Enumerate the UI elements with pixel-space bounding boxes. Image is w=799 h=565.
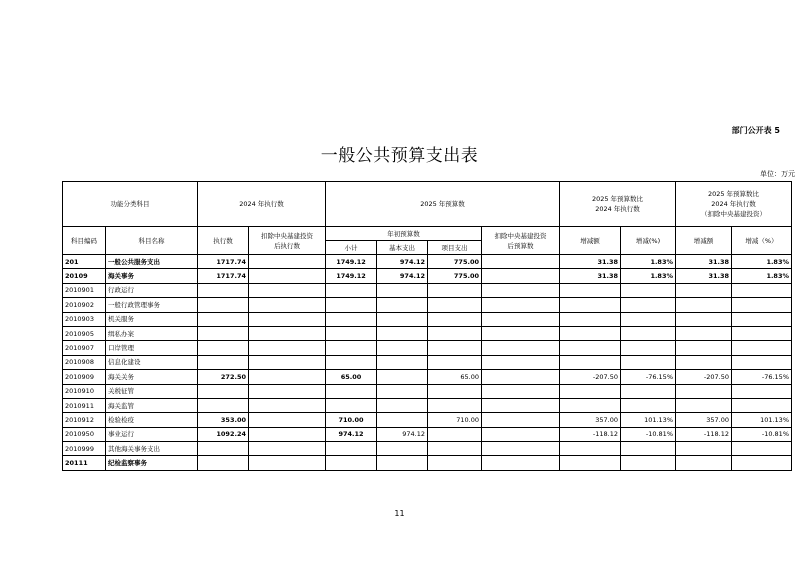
cell-exec-excl [249, 456, 326, 470]
cell-basic [377, 370, 428, 384]
cell-budget-excl [482, 298, 560, 312]
cell-exec-excl [249, 355, 326, 369]
cell-code: 2010909 [63, 370, 106, 384]
header-row-1 [63, 182, 792, 227]
cell-inc-amt-b [676, 312, 732, 326]
cell-subtotal [326, 384, 377, 398]
compare-b-line2: 2024 年执行数 [711, 200, 756, 208]
cell-inc-amt-b: 31.38 [676, 269, 732, 283]
cell-inc-pct-a [621, 456, 676, 470]
cell-inc-amt-a [560, 398, 621, 412]
cell-inc-amt-a [560, 283, 621, 297]
cell-inc-amt-a [560, 384, 621, 398]
cell-code: 2010999 [63, 442, 106, 456]
cell-budget-excl [482, 398, 560, 412]
cell-exec-excl [249, 427, 326, 441]
cell-subtotal: 974.12 [326, 427, 377, 441]
cell-inc-pct-b [732, 326, 792, 340]
cell-basic: 974.12 [377, 427, 428, 441]
col-subtotal: 小计 [326, 241, 377, 255]
table-row [63, 283, 792, 297]
cell-inc-amt-b [676, 283, 732, 297]
compare-a-line1: 2025 年预算数比 [591, 195, 644, 203]
cell-name: 信息化建设 [106, 355, 198, 369]
cell-inc-amt-a [560, 442, 621, 456]
table-row [63, 456, 792, 470]
cell-name: 缉私办案 [106, 326, 198, 340]
cell-inc-pct-b [732, 355, 792, 369]
cell-exec-excl [249, 370, 326, 384]
cell-inc-amt-a [560, 326, 621, 340]
cell-code: 2010903 [63, 312, 106, 326]
cell-inc-amt-a: -118.12 [560, 427, 621, 441]
cell-inc-pct-b [732, 442, 792, 456]
cell-budget-excl [482, 456, 560, 470]
col-compare-a [560, 182, 676, 227]
cell-inc-amt-a [560, 355, 621, 369]
cell-subtotal [326, 283, 377, 297]
cell-inc-pct-b [732, 456, 792, 470]
cell-inc-pct-a: 101.13% [621, 413, 676, 427]
col-exec-2024: 2024 年执行数 [198, 182, 326, 227]
cell-subtotal: 1749.12 [326, 255, 377, 269]
budget-table [62, 181, 792, 471]
table-row [63, 427, 792, 441]
cell-exec-excl [249, 384, 326, 398]
cell-code: 2010908 [63, 355, 106, 369]
cell-budget-excl [482, 355, 560, 369]
table-row [63, 341, 792, 355]
col-compare-b [676, 182, 792, 227]
cell-exec: 1092.24 [198, 427, 249, 441]
cell-name: 海关监管 [106, 398, 198, 412]
cell-basic [377, 398, 428, 412]
cell-project [428, 398, 482, 412]
cell-budget-excl [482, 326, 560, 340]
cell-exec [198, 384, 249, 398]
cell-exec-excl [249, 398, 326, 412]
cell-basic [377, 384, 428, 398]
cell-project: 65.00 [428, 370, 482, 384]
cell-inc-pct-b [732, 341, 792, 355]
cell-inc-amt-b [676, 355, 732, 369]
cell-exec: 1717.74 [198, 255, 249, 269]
cell-inc-amt-a [560, 341, 621, 355]
cell-code: 2010910 [63, 384, 106, 398]
cell-exec: 353.00 [198, 413, 249, 427]
cell-inc-amt-a [560, 298, 621, 312]
compare-b-line1: 2025 年预算数比 [707, 190, 760, 198]
cell-inc-amt-a: -207.50 [560, 370, 621, 384]
cell-name: 行政运行 [106, 283, 198, 297]
cell-name: 检验检疫 [106, 413, 198, 427]
cell-exec [198, 341, 249, 355]
cell-basic [377, 298, 428, 312]
cell-subtotal [326, 298, 377, 312]
cell-project [428, 456, 482, 470]
cell-project [428, 442, 482, 456]
cell-code: 20111 [63, 456, 106, 470]
table-row [63, 298, 792, 312]
cell-inc-amt-b [676, 298, 732, 312]
cell-subtotal [326, 442, 377, 456]
cell-inc-pct-a [621, 384, 676, 398]
cell-exec [198, 298, 249, 312]
cell-budget-excl [482, 370, 560, 384]
form-number: 部门公开表 5 [731, 126, 780, 135]
table-row [63, 355, 792, 369]
cell-inc-amt-b [676, 398, 732, 412]
col-initial-budget: 年初预算数 [326, 227, 482, 241]
table-row [63, 384, 792, 398]
cell-budget-excl [482, 384, 560, 398]
unit-label: 单位：万元 [760, 170, 795, 178]
cell-name: 其他海关事务支出 [106, 442, 198, 456]
cell-budget-excl [482, 269, 560, 283]
table-row [63, 326, 792, 340]
cell-subtotal: 1749.12 [326, 269, 377, 283]
cell-basic [377, 355, 428, 369]
cell-name: 海关关务 [106, 370, 198, 384]
cell-inc-pct-a [621, 355, 676, 369]
cell-code: 201 [63, 255, 106, 269]
table-row [63, 255, 792, 269]
cell-inc-pct-a [621, 298, 676, 312]
cell-inc-pct-b [732, 398, 792, 412]
col-code: 科目编码 [63, 227, 106, 255]
cell-name: 口岸管理 [106, 341, 198, 355]
cell-exec [198, 283, 249, 297]
cell-inc-amt-a: 31.38 [560, 269, 621, 283]
cell-exec-excl [249, 298, 326, 312]
header-row-2 [63, 227, 792, 241]
cell-subtotal [326, 355, 377, 369]
table-row [63, 442, 792, 456]
col-func-class: 功能分类科目 [63, 182, 198, 227]
cell-project [428, 283, 482, 297]
cell-code: 20109 [63, 269, 106, 283]
cell-inc-amt-b [676, 326, 732, 340]
cell-inc-pct-b: -76.15% [732, 370, 792, 384]
cell-code: 2010901 [63, 283, 106, 297]
cell-code: 2010950 [63, 427, 106, 441]
cell-budget-excl [482, 283, 560, 297]
cell-inc-amt-b: -207.50 [676, 370, 732, 384]
cell-inc-pct-b: 1.83% [732, 269, 792, 283]
cell-inc-amt-b [676, 384, 732, 398]
cell-exec-excl [249, 326, 326, 340]
cell-inc-amt-b [676, 341, 732, 355]
cell-basic [377, 442, 428, 456]
cell-inc-pct-a: 1.83% [621, 269, 676, 283]
cell-inc-pct-b [732, 298, 792, 312]
col-exec-amt: 执行数 [198, 227, 249, 255]
col-inc-amt-b: 增减额 [676, 227, 732, 255]
col-budget-2025: 2025 年预算数 [326, 182, 560, 227]
cell-budget-excl [482, 413, 560, 427]
cell-name: 事业运行 [106, 427, 198, 441]
cell-subtotal: 65.00 [326, 370, 377, 384]
cell-project: 775.00 [428, 255, 482, 269]
cell-exec [198, 456, 249, 470]
cell-code: 2010911 [63, 398, 106, 412]
cell-code: 2010907 [63, 341, 106, 355]
compare-b-line3: （扣除中央基建投资） [701, 210, 766, 218]
cell-project [428, 355, 482, 369]
cell-inc-pct-a [621, 442, 676, 456]
cell-exec-excl [249, 269, 326, 283]
col-budget-excl [482, 227, 560, 255]
exec-excl-line1: 扣除中央基建投资 [261, 231, 313, 240]
cell-name: 一般公共服务支出 [106, 255, 198, 269]
cell-exec: 1717.74 [198, 269, 249, 283]
cell-exec-excl [249, 413, 326, 427]
cell-budget-excl [482, 341, 560, 355]
table-row [63, 269, 792, 283]
cell-inc-pct-a: 1.83% [621, 255, 676, 269]
cell-inc-pct-b: -10.81% [732, 427, 792, 441]
cell-exec [198, 398, 249, 412]
cell-inc-amt-a: 31.38 [560, 255, 621, 269]
cell-basic [377, 456, 428, 470]
cell-exec: 272.50 [198, 370, 249, 384]
cell-exec [198, 355, 249, 369]
col-inc-pct-a: 增减(%) [621, 227, 676, 255]
cell-inc-pct-a: -10.81% [621, 427, 676, 441]
cell-project [428, 298, 482, 312]
cell-subtotal [326, 398, 377, 412]
cell-inc-pct-b: 101.13% [732, 413, 792, 427]
cell-basic [377, 413, 428, 427]
cell-exec-excl [249, 255, 326, 269]
cell-name: 海关事务 [106, 269, 198, 283]
cell-project [428, 326, 482, 340]
cell-project: 775.00 [428, 269, 482, 283]
cell-inc-pct-a: -76.15% [621, 370, 676, 384]
cell-inc-pct-a [621, 326, 676, 340]
cell-code: 2010905 [63, 326, 106, 340]
cell-name: 机关服务 [106, 312, 198, 326]
exec-excl-line2: 后执行数 [274, 241, 300, 250]
cell-exec [198, 312, 249, 326]
cell-subtotal: 710.00 [326, 413, 377, 427]
table-row [63, 398, 792, 412]
cell-exec-excl [249, 312, 326, 326]
cell-name: 一般行政管理事务 [106, 298, 198, 312]
cell-basic [377, 283, 428, 297]
cell-inc-pct-a [621, 312, 676, 326]
cell-inc-amt-b [676, 442, 732, 456]
cell-exec-excl [249, 341, 326, 355]
page-number: 11 [394, 509, 405, 518]
cell-exec [198, 326, 249, 340]
cell-budget-excl [482, 255, 560, 269]
cell-project [428, 427, 482, 441]
cell-subtotal [326, 326, 377, 340]
cell-inc-pct-b [732, 312, 792, 326]
cell-inc-amt-a: 357.00 [560, 413, 621, 427]
cell-budget-excl [482, 312, 560, 326]
col-name: 科目名称 [106, 227, 198, 255]
cell-inc-amt-b: 31.38 [676, 255, 732, 269]
cell-inc-pct-b: 1.83% [732, 255, 792, 269]
cell-project [428, 341, 482, 355]
cell-subtotal [326, 341, 377, 355]
cell-basic [377, 341, 428, 355]
col-exec-excl [249, 227, 326, 255]
cell-basic [377, 312, 428, 326]
cell-exec [198, 442, 249, 456]
cell-code: 2010902 [63, 298, 106, 312]
cell-budget-excl [482, 427, 560, 441]
cell-inc-pct-b [732, 384, 792, 398]
table-row [63, 370, 792, 384]
budget-excl-line2: 后预算数 [507, 241, 534, 250]
budget-excl-line1: 扣除中央基建投资 [494, 231, 547, 240]
cell-inc-amt-b [676, 456, 732, 470]
cell-inc-pct-a [621, 398, 676, 412]
compare-a-line2: 2024 年执行数 [595, 205, 640, 213]
table-row [63, 312, 792, 326]
col-inc-amt-a: 增减额 [560, 227, 621, 255]
cell-subtotal [326, 456, 377, 470]
cell-inc-pct-a [621, 283, 676, 297]
cell-project [428, 384, 482, 398]
cell-inc-amt-a [560, 456, 621, 470]
cell-inc-pct-b [732, 283, 792, 297]
cell-basic [377, 326, 428, 340]
col-project: 项目支出 [428, 241, 482, 255]
cell-inc-amt-b: 357.00 [676, 413, 732, 427]
cell-subtotal [326, 312, 377, 326]
cell-project: 710.00 [428, 413, 482, 427]
col-basic: 基本支出 [377, 241, 428, 255]
cell-budget-excl [482, 442, 560, 456]
cell-basic: 974.12 [377, 269, 428, 283]
cell-code: 2010912 [63, 413, 106, 427]
cell-inc-amt-a [560, 312, 621, 326]
cell-project [428, 312, 482, 326]
cell-inc-pct-a [621, 341, 676, 355]
cell-name: 纪检监察事务 [106, 456, 198, 470]
table-row [63, 413, 792, 427]
cell-basic: 974.12 [377, 255, 428, 269]
cell-name: 关税征管 [106, 384, 198, 398]
col-inc-pct-b: 增减（%） [732, 227, 792, 255]
cell-exec-excl [249, 283, 326, 297]
cell-exec-excl [249, 442, 326, 456]
page-title: 一般公共预算支出表 [320, 146, 479, 166]
cell-inc-amt-b: -118.12 [676, 427, 732, 441]
